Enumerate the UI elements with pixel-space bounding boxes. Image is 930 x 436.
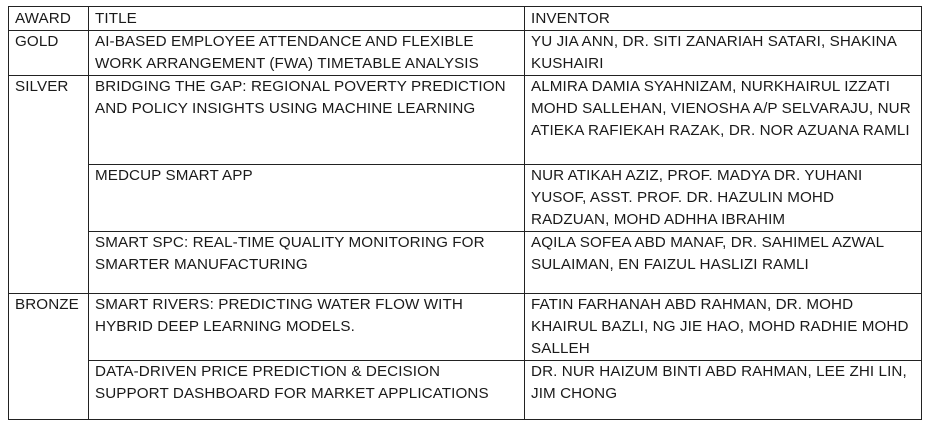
title-cell: AI-BASED EMPLOYEE ATTENDANCE AND FLEXIBLE WORK ARRANGEMENT (FWA) TIMETABLE ANALYSIS xyxy=(89,31,525,76)
award-gold: GOLD xyxy=(9,31,89,76)
table-row xyxy=(9,76,922,165)
inventor-cell: DR. NUR HAIZUM BINTI ABD RAHMAN, LEE ZHI LIN, JIM CHONG xyxy=(525,361,922,420)
table-header-row xyxy=(9,7,922,31)
title-cell: SMART SPC: REAL-TIME QUALITY MONITORING FOR SMARTER MANUFACTURING xyxy=(89,232,525,294)
table-row xyxy=(9,165,922,232)
inventor-cell: ALMIRA DAMIA SYAHNIZAM, NURKHAIRUL IZZATI MOHD SALLEHAN, VIENOSHA A/P SELVARAJU, NUR ATIEKA RAFIEKAH RAZAK, DR. NOR AZUANA RAMLI xyxy=(525,76,922,165)
award-bronze: BRONZE xyxy=(9,294,89,420)
inventor-cell: FATIN FARHANAH ABD RAHMAN, DR. MOHD KHAIRUL BAZLI, NG JIE HAO, MOHD RADHIE MOHD SALLEH xyxy=(525,294,922,361)
table-row xyxy=(9,31,922,76)
header-title: TITLE xyxy=(89,7,525,31)
table-row xyxy=(9,361,922,420)
awards-table xyxy=(8,6,922,420)
inventor-cell: YU JIA ANN, DR. SITI ZANARIAH SATARI, SHAKINA KUSHAIRI xyxy=(525,31,922,76)
inventor-cell: AQILA SOFEA ABD MANAF, DR. SAHIMEL AZWAL SULAIMAN, EN FAIZUL HASLIZI RAMLI xyxy=(525,232,922,294)
title-cell: SMART RIVERS: PREDICTING WATER FLOW WITH HYBRID DEEP LEARNING MODELS. xyxy=(89,294,525,361)
table-row xyxy=(9,294,922,361)
table-row xyxy=(9,232,922,294)
title-cell: MEDCUP SMART APP xyxy=(89,165,525,232)
header-inventor: INVENTOR xyxy=(525,7,922,31)
inventor-cell: NUR ATIKAH AZIZ, PROF. MADYA DR. YUHANI YUSOF, ASST. PROF. DR. HAZULIN MOHD RADZUAN, MOHD ADHHA IBRAHIM xyxy=(525,165,922,232)
header-award: AWARD xyxy=(9,7,89,31)
title-cell: DATA-DRIVEN PRICE PREDICTION & DECISION SUPPORT DASHBOARD FOR MARKET APPLICATIONS xyxy=(89,361,525,420)
title-cell: BRIDGING THE GAP: REGIONAL POVERTY PREDICTION AND POLICY INSIGHTS USING MACHINE LEARNING xyxy=(89,76,525,165)
award-silver: SILVER xyxy=(9,76,89,294)
